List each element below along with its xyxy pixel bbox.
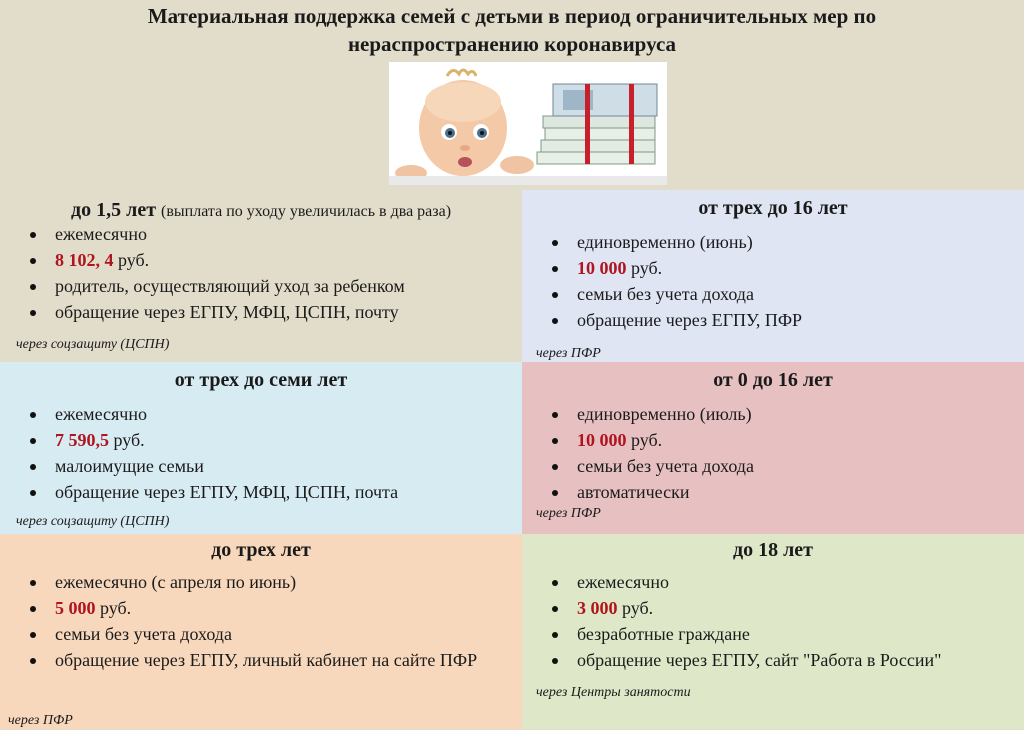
amount-value: 3 000 [577,598,618,618]
list-item [0,571,522,594]
panel-3-to-16-years [522,190,1024,362]
panel-title: до 18 лет [732,539,814,561]
list-item [522,597,1024,620]
page-title [0,2,1024,58]
benefit-list [522,403,1024,507]
item-text: автоматически [577,482,690,502]
page-title-line-1: Материальная поддержка семей с детьми в период ограничительных мер по [147,4,877,28]
list-item [0,649,522,672]
list-item [0,481,522,504]
amount-value: 10 000 [577,430,627,450]
amount-value: 8 102, 4 [55,250,114,270]
item-text: семьи без учета дохода [55,624,232,644]
currency-label: руб. [622,598,654,618]
item-text: безработные граждане [577,624,750,644]
application-channel: через Центры занятости [536,685,691,700]
list-item [0,429,522,452]
item-text: ежемесячно [577,572,669,592]
item-text: малоимущие семьи [55,456,204,476]
panel-title-note: (выплата по уходу увеличилась в два раза) [161,203,452,220]
list-item [522,429,1024,452]
currency-label: руб. [113,430,145,450]
list-item [0,455,522,478]
list-item [522,283,1024,306]
panel-title: до трех лет [211,539,311,561]
benefit-list [0,223,522,327]
item-text: ежемесячно (с апреля по июнь) [55,572,297,592]
panel-up-to-1-5-years [0,190,522,362]
page-title-line-2: нераспространению коронавируса [347,32,677,56]
list-item [0,249,522,272]
currency-label: руб. [118,250,150,270]
baby-with-money-photo [389,62,667,185]
item-text: семьи без учета дохода [577,284,754,304]
amount-value: 10 000 [577,258,627,278]
panel-title-text: до 1,5 лет [70,199,157,221]
list-item [0,223,522,246]
list-item [522,257,1024,280]
item-text: обращение через ЕГПУ, сайт "Работа в России" [577,650,942,670]
benefit-list [522,571,1024,675]
application-channel: через ПФР [536,506,601,521]
currency-label: руб. [100,598,132,618]
item-text: обращение через ЕГПУ, МФЦ, ЦСПН, почту [55,302,399,322]
application-channel: через ПФР [536,346,601,361]
item-text: обращение через ЕГПУ, личный кабинет на сайте ПФР [55,650,478,670]
list-item [522,231,1024,254]
panel-3-to-7-years [0,362,522,534]
list-item [522,403,1024,426]
list-item [522,309,1024,332]
list-item [522,571,1024,594]
list-item [522,455,1024,478]
panel-up-to-3-years [0,534,522,729]
application-channel: через соцзащиту (ЦСПН) [16,337,170,352]
panel-title: от 0 до 16 лет [713,369,833,391]
panel-up-to-18-years [522,534,1024,729]
panel-title: от трех до семи лет [174,369,348,391]
list-item [522,649,1024,672]
application-channel: через ПФР [8,713,73,728]
list-item [0,597,522,620]
item-text: семьи без учета дохода [577,456,754,476]
benefit-list [0,571,522,675]
benefit-list [0,403,522,507]
list-item [0,275,522,298]
item-text: единовременно (июнь) [577,232,753,252]
item-text: обращение через ЕГПУ, МФЦ, ЦСПН, почта [55,482,399,502]
panel-title: от трех до 16 лет [698,197,848,219]
list-item [0,623,522,646]
currency-label: руб. [631,258,663,278]
panel-0-to-16-years [522,362,1024,534]
item-text: ежемесячно [55,404,147,424]
list-item [0,403,522,426]
currency-label: руб. [631,430,663,450]
item-text: единовременно (июль) [577,404,752,424]
application-channel: через соцзащиту (ЦСПН) [16,514,170,529]
amount-value: 7 590,5 [55,430,109,450]
item-text: ежемесячно [55,224,147,244]
list-item [0,301,522,324]
item-text: родитель, осуществляющий уход за ребенком [55,276,405,296]
amount-value: 5 000 [55,598,96,618]
item-text: обращение через ЕГПУ, ПФР [577,310,803,330]
list-item [522,481,1024,504]
panel-title [0,197,522,225]
list-item [522,623,1024,646]
baby-with-money-illustration [389,62,667,185]
benefit-list [522,231,1024,335]
